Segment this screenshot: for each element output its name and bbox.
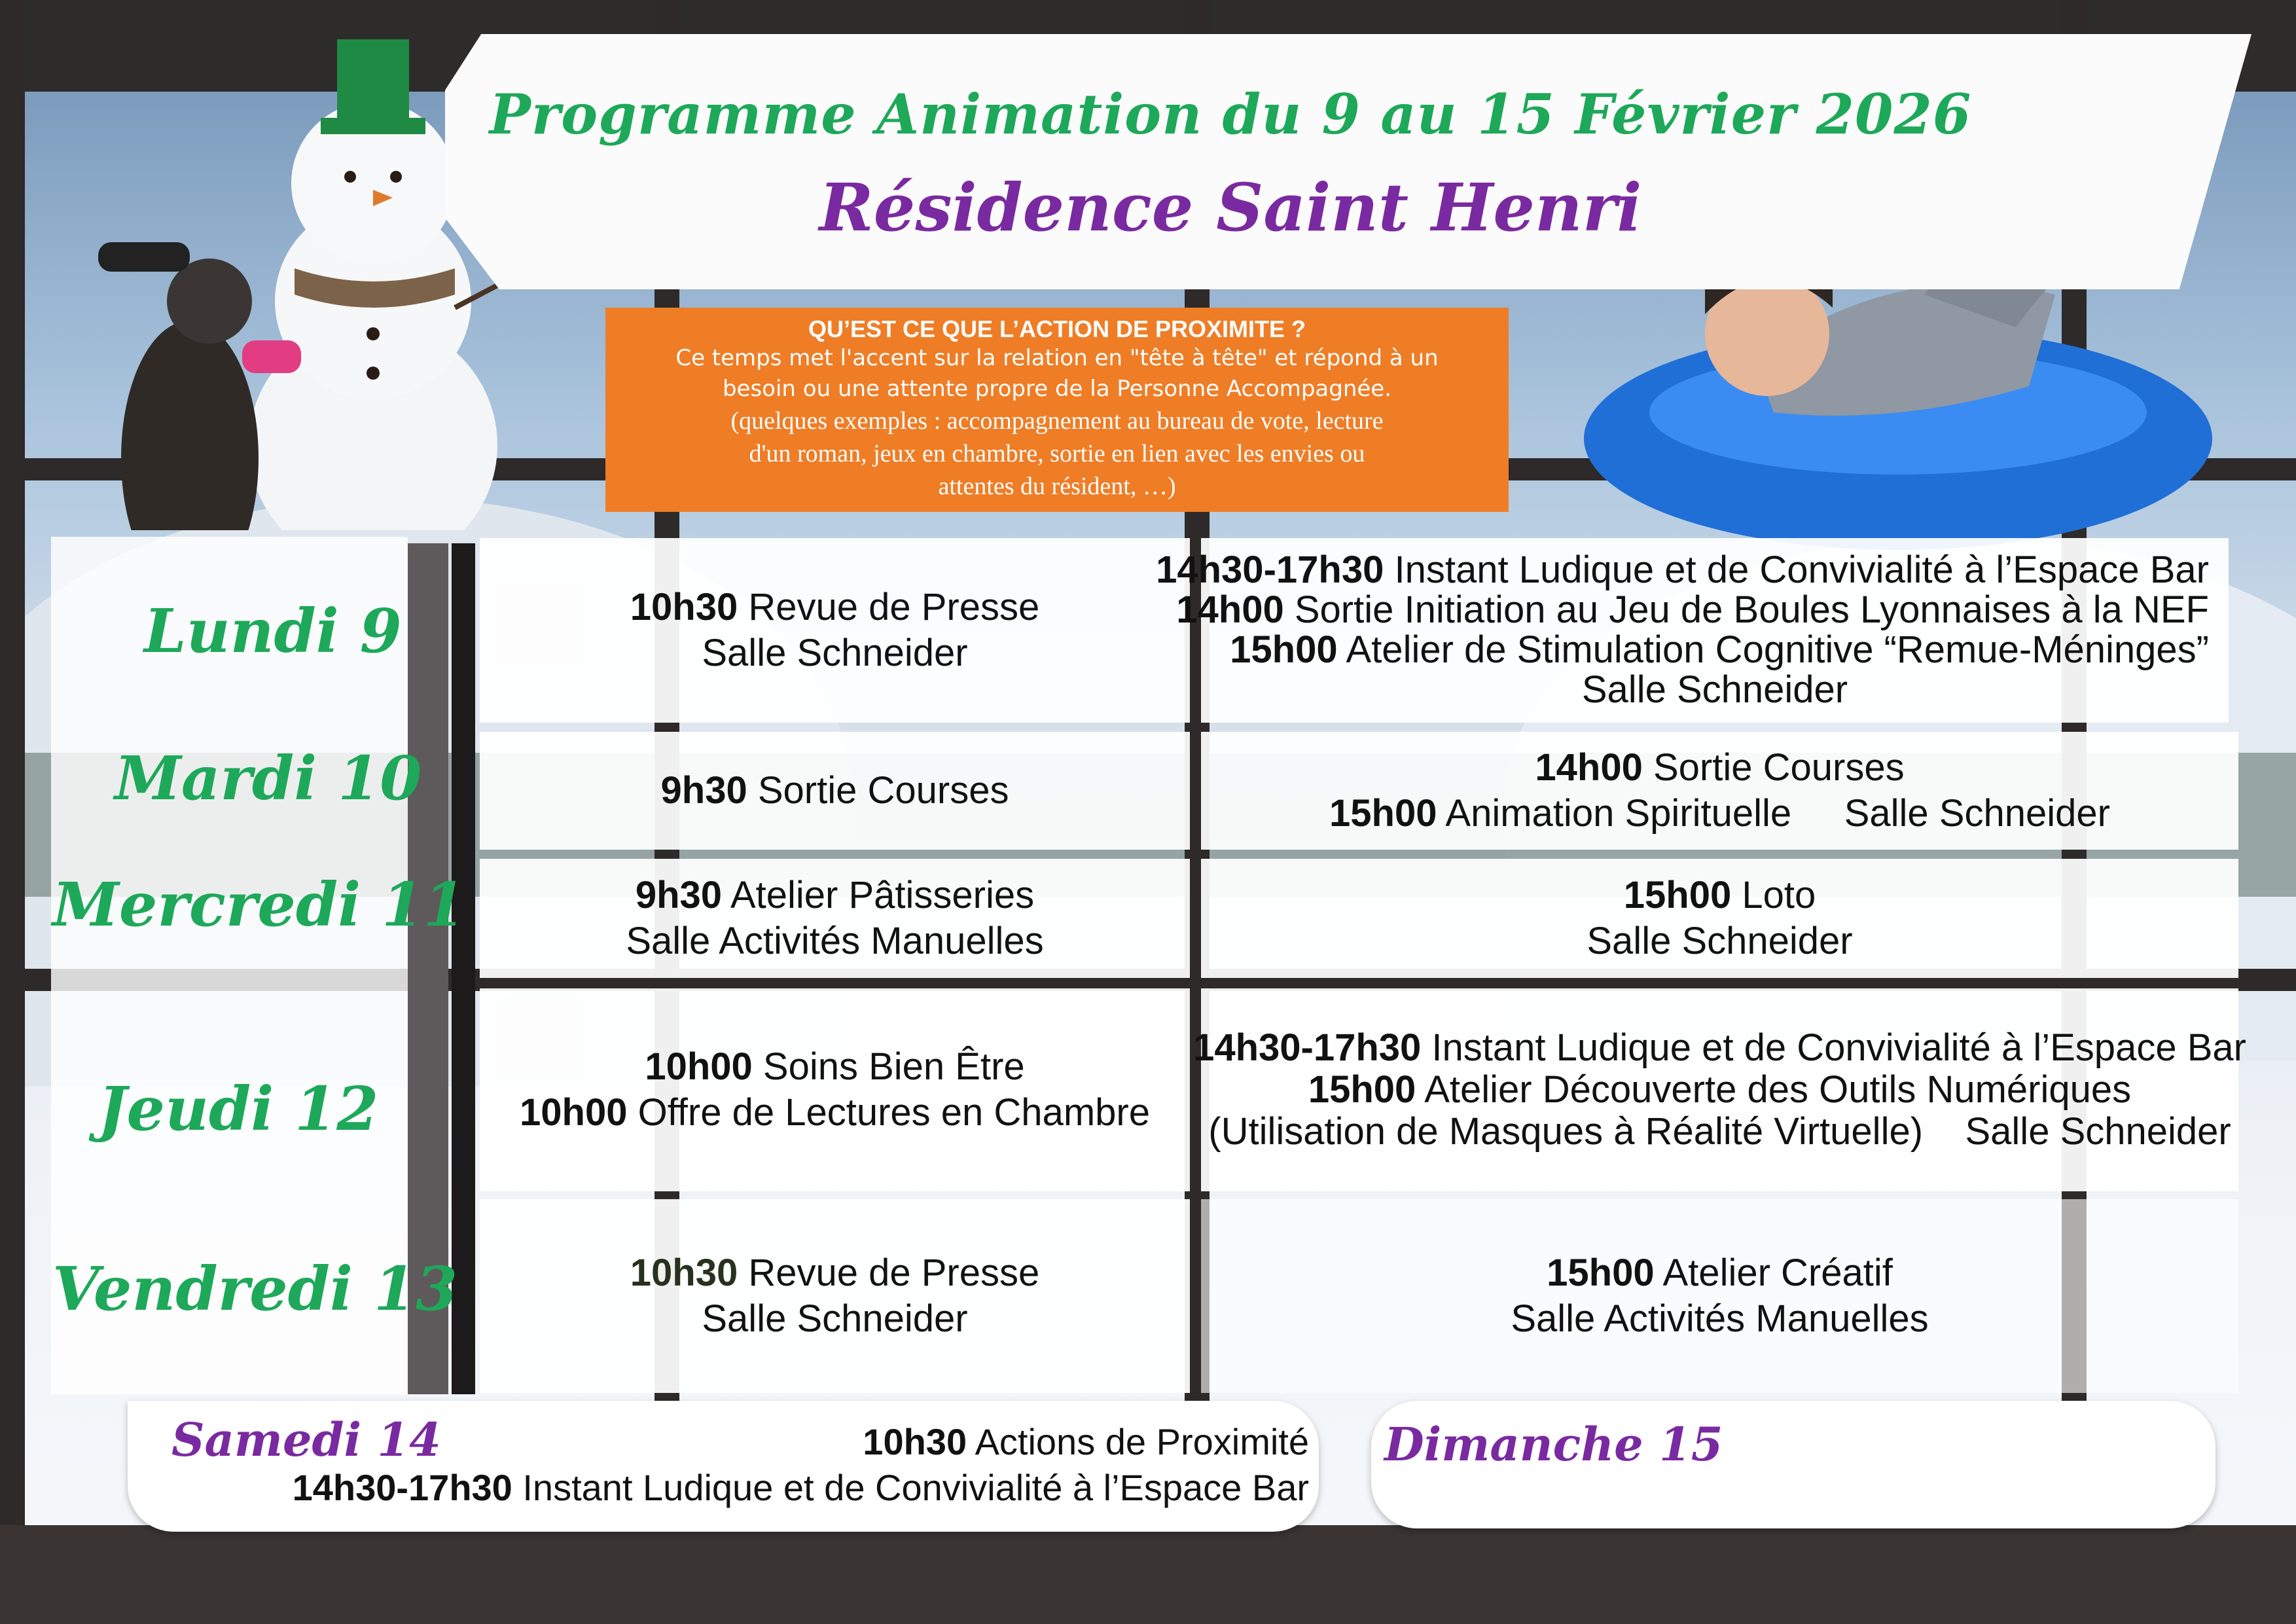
activity-line: Salle Schneider [702,1297,968,1340]
proximity-text-line: besoin ou une attente propre de la Personne Accompagnée. [722,376,1392,402]
activity-line: 15h00 Atelier Découverte des Outils Numériques [1308,1068,2132,1111]
schedule-cell-morning [480,538,1190,723]
activity-line: 14h30-17h30 Instant Ludique et de Convivialité à l’Espace Bar [1193,1026,2246,1070]
activity-line: Salle Schneider [1581,668,1848,711]
activity-line: 14h30-17h30 Instant Ludique et de Convivialité à l’Espace Bar [292,1467,1309,1508]
proximity-text-line: d'un roman, jeux en chambre, sortie en lien avec les envies ou [749,440,1365,467]
activity-line: 10h30 Revue de Presse [630,586,1040,629]
day-label-mercredi: Mercredi 11 [52,869,466,940]
proximity-text-line: Ce temps met l'accent sur la relation en "tête à tête" et répond à un [675,345,1439,371]
activity-line: 10h30 Actions de Proximité [863,1421,1309,1462]
activity-line: 14h30-17h30 Instant Ludique et de Convivialité à l’Espace Bar [1156,549,2209,592]
activity-line: 15h00 Atelier de Stimulation Cognitive “Remue-Méninges” [1230,628,2209,671]
schedule-cell-afternoon [1156,538,2229,723]
activity-line: Salle Schneider [1587,920,1853,962]
proximity-info-box [605,308,1509,512]
schedule-cell-afternoon [1201,1199,2238,1393]
day-label-samedi: Samedi 14 [171,1413,441,1467]
schedule-cell-morning [480,732,1190,850]
activity-line: Salle Schneider [702,632,968,674]
activity-line: (Utilisation de Masques à Réalité Virtuelle) Salle Schneider [1208,1110,2231,1153]
schedule-cell-morning [480,1199,1190,1393]
schedule-cell-afternoon [1201,732,2238,850]
window-mullion [0,0,25,1624]
day-label-jeudi: Jeudi 12 [98,1074,379,1144]
schedule-cell-morning [480,988,1190,1191]
activity-line: 9h30 Sortie Courses [660,769,1009,812]
day-label-lundi: Lundi 9 [144,596,402,666]
title-banner [445,34,2251,289]
proximity-text-line: (quelques exemples : accompagnement au bureau de vote, lecture [730,407,1384,435]
window-frame-bottom [0,1525,2296,1624]
day-label-dimanche: Dimanche 15 [1384,1417,1723,1471]
day-label-mardi: Mardi 10 [115,743,422,814]
schedule-cell-morning [480,859,1190,978]
proximity-text-line: attentes du résident, …) [938,473,1176,500]
activity-line: 15h00 Animation Spirituelle Salle Schneider [1329,792,2110,835]
activity-line: 15h00 Loto [1623,874,1816,917]
day-label-vendredi: Vendredi 13 [52,1254,458,1324]
activity-line: Salle Activités Manuelles [626,920,1044,962]
activity-line: 14h00 Sortie Initiation au Jeu de Boules Lyonnaises à la NEF [1176,588,2209,632]
schedule-cell-afternoon [1193,988,2246,1191]
page-title: Programme Animation du 9 au 15 Février 2026 [489,82,1972,147]
activity-line: Salle Activités Manuelles [1511,1297,1929,1340]
activity-line: 10h00 Soins Bien Être [645,1045,1025,1089]
activity-line: 10h30 Revue de Presse [630,1252,1040,1295]
saturday-activities [236,1419,1309,1511]
activity-line: 14h00 Sortie Courses [1535,746,1905,789]
residence-name: Résidence Saint Henri [819,169,1642,246]
schedule-cell-afternoon [1201,859,2238,978]
activity-line: 9h30 Atelier Pâtisseries [635,874,1035,917]
proximity-heading: QU’EST CE QUE L’ACTION DE PROXIMITE ? [808,316,1306,342]
activity-line: 10h00 Offre de Lectures en Chambre [520,1091,1150,1134]
activity-line: 15h00 Atelier Créatif [1547,1252,1893,1295]
